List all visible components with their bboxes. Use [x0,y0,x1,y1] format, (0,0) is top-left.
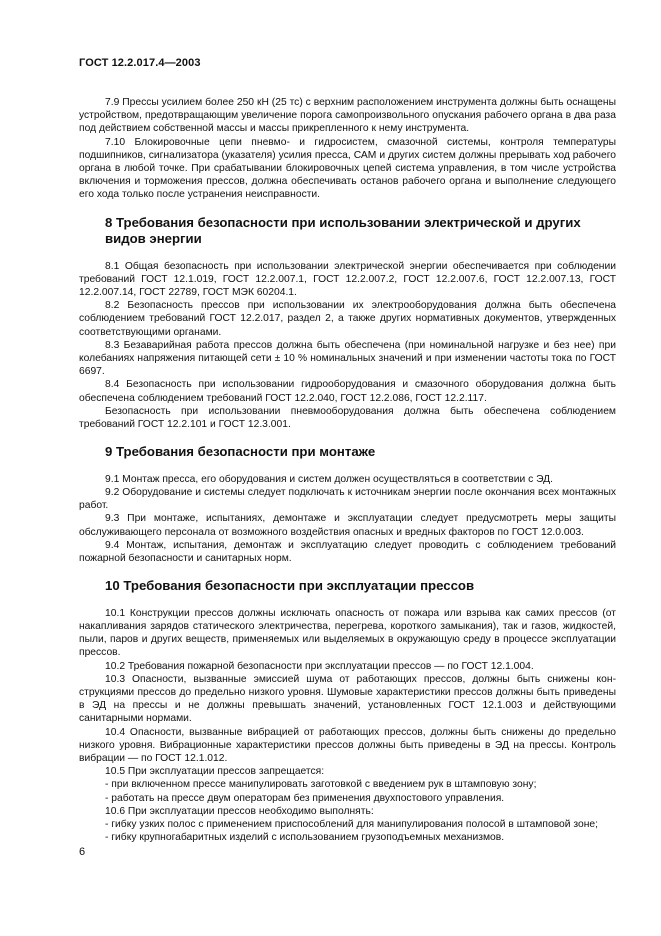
paragraph-9-4: 9.4 Монтаж, испытания, демонтаж и эксплуатацию следует проводить с соблюдением требований пожарной безопасности и санитарных норм. [79,539,616,564]
paragraph-10-4: 10.4 Опасности, вызванные вибрацией от работающих прессов, должны быть снижены до предельно низкого уровня. Вибрационные характеристики прессов должны быть приведены в ЭД на прессы. Контроль вибрации — по ГОСТ 12.1.012. [79,726,616,764]
paragraph-10-2: 10.2 Требования пожарной безопасности при эксплуатации прессов — по ГОСТ 12.1.004. [105,660,534,672]
paragraph-8-4-cont: Безопасность при использовании пневмооборудования должна быть обеспечена соблюдением требований ГОСТ 12.2.101 и ГОСТ 12.3.001. [79,405,616,431]
paragraph-10-1: 10.1 Конструкции прессов должны исключать опасность от пожара или взрыва как самих прессов (от накапливания зарядов статического электричества, перегрева, короткого замыкания), так и газов, жидкостей, пыли, паров и других веществ, применяемых или выделяемых в окружающую среду в процессе эксплуатации прессов. [79,607,616,659]
page-number: 6 [79,846,86,858]
paragraph-10-3: 10.3 Опасности, вызванные эмиссией шума от работающих прессов, должны быть снижены конструкциями прессов до предельно низкого уровня. Шумовые характеристики прессов должны быть приведены в ЭД на прессы и не должны превышать значений, установленных ГОСТ 12.1.003 и действующими санитарными нормами. [79,673,616,725]
paragraph-9-3: 9.3 При монтаже, испытаниях, демонтаже и эксплуатации следует предусмотреть меры защиты обслуживающего персонала от возможного воздействия опасных и вредных факторов по ГОСТ 12.0.003. [79,513,616,538]
paragraph-9-1: 9.1 Монтаж пресса, его оборудования и систем должен осуществляться в соответствии с ЭД. [105,473,553,485]
paragraph-8-1: 8.1 Общая безопасность при использовании электрической энергии обеспечивается при соблюдении требований ГОСТ 12.1.019, ГОСТ 12.2.007.1, ГОСТ 12.2.007.2, ГОСТ 12.2.007.6, ГОСТ 12.2.007.13, ГОСТ 12.2.007.14, ГОСТ 22789, ГОСТ МЭК 60204.1. [79,260,616,299]
paragraph-10-5: 10.5 При эксплуатации прессов запрещается: [105,766,325,778]
document-header: ГОСТ 12.2.017.4—2003 [79,57,201,69]
list-item: - гибку узких полос с применением приспособлений для манипулирования полосой в штамповой зоне; [105,818,598,830]
document-body [79,96,616,844]
list-item: - работать на прессе двум операторам без применения двухпостового управления. [105,792,505,804]
paragraph-9-2: 9.2 Оборудование и системы следует подключать к источникам энергии после окончания всех монтажных работ. [79,486,616,512]
paragraph-8-3: 8.3 Безаварийная работа прессов должна быть обеспечена (при номинальной нагрузке и без нее) при колебаниях напряжения питающей сети ± 10 % номинальных значений и при изменении частоты тока по ГОСТ 6697. [79,339,616,378]
section-8-heading: 8 Требования безопасности при использовании электрической и других видов энергии [105,214,581,247]
section-9-heading: 9 Требования безопасности при монтаже [105,444,376,460]
section-10-heading: 10 Требования безопасности при эксплуатации прессов [105,578,475,594]
paragraph-8-4: 8.4 Безопасность при использовании гидрооборудования и смазочного оборудования должна быть обеспечена соблюдением требований ГОСТ 12.2.040, ГОСТ 12.2.086, ГОСТ 12.2.117. [79,379,616,404]
paragraph-8-2: 8.2 Безопасность прессов при использовании их электрооборудования должна быть обеспечена соблюдением требований ГОСТ 12.2.017, раздел 2, а также других нормативных документов, утвержденных соответствующими органами. [79,300,616,338]
paragraph-7-10: 7.10 Блокировочные цепи пневмо- и гидросистем, смазочной системы, контроля температуры подшипников, сигнализатора (указателя) усилия пресса, САМ и других систем должны прерывать ход рабочего органа в любой точке. При срабатывании блокировочных цепей система управления, в том числе устройства включения и торможения прессов, должна обеспечивать останов рабочего органа и выполнение следующего его хода только после устранения неисправности. [79,136,616,201]
list-item: - при включенном прессе манипулировать заготовкой с введением рук в штамповую зону; [105,779,537,791]
paragraph-10-6: 10.6 При эксплуатации прессов необходимо выполнять: [105,805,374,817]
list-item: - гибку крупногабаритных изделий с использованием грузоподъемных механизмов. [105,832,505,844]
paragraph-7-9: 7.9 Прессы усилием более 250 кН (25 тс) с верхним расположением инструмента должны быть оснащены устройством, предотвращающим увеличение порога самопроизвольного опускания рабочего органа в два раза под действием собственной массы и массы прикрепленного к нему инструмента. [79,97,616,135]
